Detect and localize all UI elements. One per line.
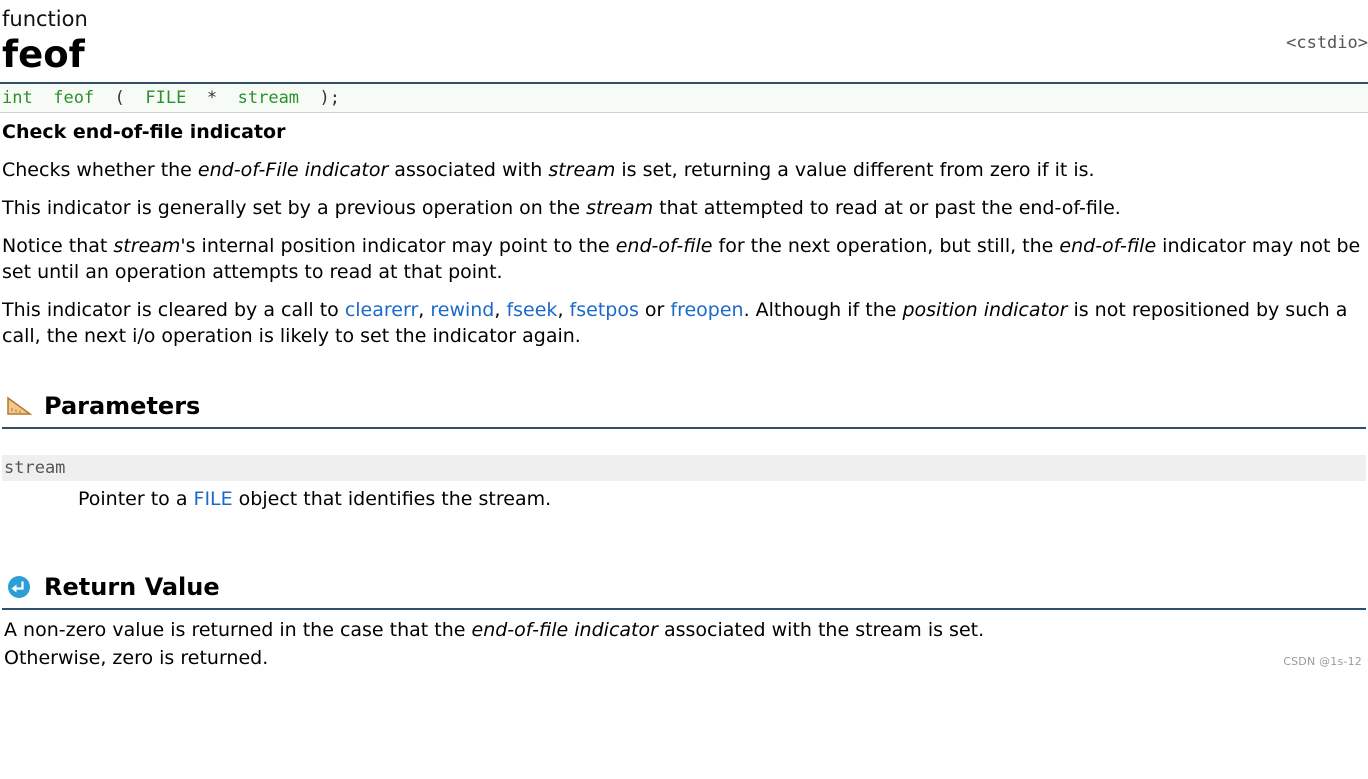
prototype-param-type: FILE bbox=[145, 88, 187, 108]
p3-emphasis-3: end-of-file bbox=[1059, 235, 1157, 257]
ruler-icon bbox=[6, 394, 32, 418]
return-text-a: A non-zero value is returned in the case that the bbox=[4, 619, 472, 641]
function-summary: Check end-of-file indicator bbox=[2, 121, 286, 143]
p2-emphasis-1: stream bbox=[586, 197, 654, 219]
p2-text-b: that attempted to read at or past the end-of-file. bbox=[653, 197, 1121, 219]
description-paragraph-4 bbox=[2, 297, 1368, 349]
prototype-return-type: int bbox=[2, 88, 33, 108]
p3-emphasis-1: stream bbox=[113, 235, 181, 257]
p4-text-b: . Although if the bbox=[743, 299, 903, 321]
p3-text-c: for the next operation, but still, the bbox=[712, 235, 1060, 257]
return-value-divider bbox=[2, 608, 1366, 610]
return-text-b: associated with the stream is set. bbox=[657, 619, 985, 641]
p1-text-a: Checks whether the bbox=[2, 159, 198, 181]
prototype-open-paren: ( bbox=[114, 88, 125, 108]
p1-emphasis-1: end-of-File indicator bbox=[197, 159, 389, 181]
parameters-section bbox=[0, 391, 1368, 512]
return-value-text bbox=[2, 616, 1366, 672]
p1-text-b: associated with bbox=[388, 159, 549, 181]
link-fsetpos[interactable]: fsetpos bbox=[569, 299, 639, 321]
param-desc-text-b: object that identifies the stream. bbox=[232, 488, 552, 510]
page-header bbox=[0, 0, 1368, 77]
p3-text-b: 's internal position indicator may point to the bbox=[180, 235, 616, 257]
description-paragraph-1 bbox=[2, 157, 1368, 183]
p3-emphasis-2: end-of-file bbox=[615, 235, 713, 257]
p3-text-a: Notice that bbox=[2, 235, 114, 257]
watermark: CSDN @1s-12 bbox=[1283, 655, 1362, 668]
p4-sep-3: , bbox=[557, 299, 570, 321]
return-arrow-icon bbox=[6, 575, 32, 599]
return-text-line2: Otherwise, zero is returned. bbox=[4, 647, 269, 669]
p2-text-a: This indicator is generally set by a previous operation on the bbox=[2, 197, 587, 219]
p1-text-c: is set, returning a value different from zero if it is. bbox=[615, 159, 1095, 181]
p4-sep-4: or bbox=[638, 299, 671, 321]
return-value-section-header bbox=[2, 572, 1366, 602]
return-emphasis: end-of-file indicator bbox=[471, 619, 658, 641]
p1-emphasis-2: stream bbox=[548, 159, 616, 181]
param-desc-text-a: Pointer to a bbox=[78, 488, 194, 510]
p4-text-a: This indicator is cleared by a call to bbox=[2, 299, 345, 321]
p4-sep-2: , bbox=[494, 299, 507, 321]
link-clearerr[interactable]: clearerr bbox=[344, 299, 419, 321]
parameters-divider bbox=[2, 427, 1366, 429]
return-value-section bbox=[0, 572, 1368, 672]
parameter-description bbox=[2, 481, 1366, 512]
parameters-section-header bbox=[2, 391, 1366, 421]
description-paragraph-2 bbox=[2, 195, 1368, 221]
prototype-function-name: feof bbox=[53, 88, 95, 108]
p4-text-c: is not repositioned by such a call, the next i/o operation is likely to set the indicator again. bbox=[2, 299, 1348, 347]
link-rewind[interactable]: rewind bbox=[430, 299, 495, 321]
p3-text-d: indicator may not be set until an operation attempts to read at that point. bbox=[2, 235, 1361, 283]
prototype-close-paren: ); bbox=[319, 88, 341, 108]
page-title: feof bbox=[2, 33, 85, 76]
entity-kind-label: function bbox=[2, 7, 88, 31]
header-include-file: <cstdio> bbox=[1286, 33, 1368, 53]
link-file-type[interactable]: FILE bbox=[193, 488, 233, 510]
p4-emphasis-1: position indicator bbox=[902, 299, 1068, 321]
link-fseek[interactable]: fseek bbox=[506, 299, 558, 321]
description-paragraph-3 bbox=[2, 233, 1368, 285]
parameter-name-stream: stream bbox=[2, 455, 1366, 481]
prototype-pointer-star: * bbox=[206, 88, 218, 108]
link-freopen[interactable]: freopen bbox=[670, 299, 744, 321]
function-prototype bbox=[0, 84, 1368, 113]
p4-sep-1: , bbox=[418, 299, 431, 321]
return-value-heading: Return Value bbox=[44, 573, 220, 601]
prototype-param-name: stream bbox=[237, 88, 300, 108]
parameters-heading: Parameters bbox=[44, 392, 201, 420]
